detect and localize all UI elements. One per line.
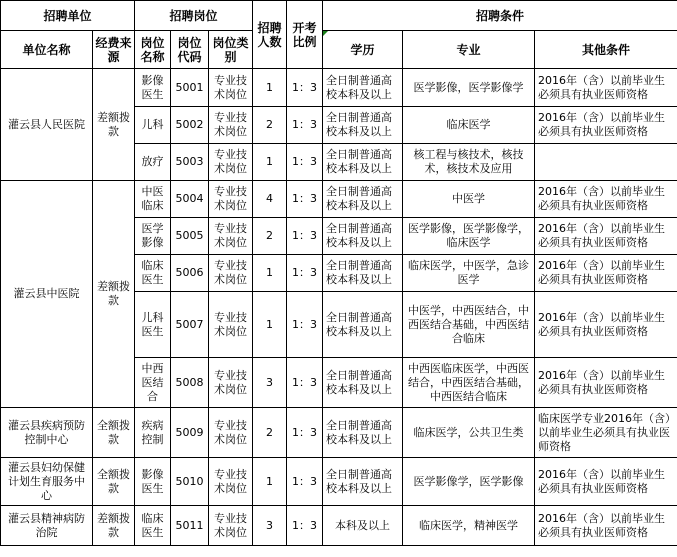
post-type: 专业技术岗位 bbox=[209, 358, 253, 408]
post-type: 专业技术岗位 bbox=[209, 107, 253, 144]
education: 全日制普通高校本科及以上 bbox=[323, 408, 403, 458]
post-code: 5009 bbox=[171, 408, 209, 458]
header-major: 专业 bbox=[403, 31, 535, 69]
hire-count: 1 bbox=[253, 255, 287, 292]
major: 中西医临床医学，中西医结合，中西医结合基础，中西医结合临床 bbox=[403, 358, 535, 408]
table-row bbox=[1, 69, 677, 107]
other-conditions bbox=[535, 144, 677, 181]
header-post-code: 岗位代码 bbox=[171, 31, 209, 69]
post-code: 5008 bbox=[171, 358, 209, 408]
post-code: 5004 bbox=[171, 181, 209, 218]
header-count: 招聘人数 bbox=[253, 1, 287, 69]
post-name: 医学影像 bbox=[135, 218, 171, 255]
post-code: 5003 bbox=[171, 144, 209, 181]
unit-name: 灌云县中医院 bbox=[1, 181, 93, 408]
hire-count: 3 bbox=[253, 358, 287, 408]
table-row bbox=[1, 506, 677, 546]
exam-ratio: 1：3 bbox=[287, 69, 323, 107]
fund-source: 差额拨款 bbox=[93, 181, 135, 408]
header-conditions-group: 招聘条件 bbox=[323, 1, 677, 31]
table-row bbox=[1, 458, 677, 506]
post-name: 疾病控制 bbox=[135, 408, 171, 458]
hire-count: 4 bbox=[253, 181, 287, 218]
education: 全日制普通高校本科及以上 bbox=[323, 181, 403, 218]
education: 全日制普通高校本科及以上 bbox=[323, 144, 403, 181]
hire-count: 1 bbox=[253, 144, 287, 181]
post-code: 5011 bbox=[171, 506, 209, 546]
major: 医学影像，医学影像学 bbox=[403, 69, 535, 107]
post-code: 5007 bbox=[171, 292, 209, 358]
major: 临床医学，中医学，急诊医学 bbox=[403, 255, 535, 292]
exam-ratio: 1：3 bbox=[287, 458, 323, 506]
major: 中医学，中西医结合，中西医结合基础，中西医结合临床 bbox=[403, 292, 535, 358]
other-conditions: 2016年（含）以前毕业生必须具有执业医师资格 bbox=[535, 358, 677, 408]
major: 核工程与核技术，核技术，核技术及应用 bbox=[403, 144, 535, 181]
hire-count: 1 bbox=[253, 458, 287, 506]
education: 全日制普通高校本科及以上 bbox=[323, 69, 403, 107]
hire-count: 3 bbox=[253, 506, 287, 546]
exam-ratio: 1：3 bbox=[287, 218, 323, 255]
header-fund-source: 经费来源 bbox=[93, 31, 135, 69]
major: 临床医学，公共卫生类 bbox=[403, 408, 535, 458]
exam-ratio: 1：3 bbox=[287, 506, 323, 546]
post-code: 5005 bbox=[171, 218, 209, 255]
other-conditions: 临床医学专业2016年（含）以前毕业生必须具有执业医师资格 bbox=[535, 408, 677, 458]
education: 全日制普通高校本科及以上 bbox=[323, 292, 403, 358]
other-conditions: 2016年（含）以前毕业生必须具有执业医师资格 bbox=[535, 255, 677, 292]
education: 全日制普通高校本科及以上 bbox=[323, 255, 403, 292]
exam-ratio: 1：3 bbox=[287, 358, 323, 408]
exam-ratio: 1：3 bbox=[287, 107, 323, 144]
header-education: 学历 bbox=[323, 31, 403, 69]
post-type: 专业技术岗位 bbox=[209, 255, 253, 292]
post-type: 专业技术岗位 bbox=[209, 408, 253, 458]
post-code: 5002 bbox=[171, 107, 209, 144]
post-name: 儿科医生 bbox=[135, 292, 171, 358]
hire-count: 2 bbox=[253, 408, 287, 458]
major: 中医学 bbox=[403, 181, 535, 218]
education: 全日制普通高校本科及以上 bbox=[323, 358, 403, 408]
exam-ratio: 1：3 bbox=[287, 292, 323, 358]
hire-count: 2 bbox=[253, 218, 287, 255]
post-code: 5001 bbox=[171, 69, 209, 107]
header-ratio: 开考比例 bbox=[287, 1, 323, 69]
table-row bbox=[1, 408, 677, 458]
major: 临床医学，精神医学 bbox=[403, 506, 535, 546]
hire-count: 2 bbox=[253, 107, 287, 144]
education: 全日制普通高校本科及以上 bbox=[323, 458, 403, 506]
post-name: 儿科 bbox=[135, 107, 171, 144]
major: 医学影像，医学影像学，临床医学 bbox=[403, 218, 535, 255]
other-conditions: 2016年（含）以前毕业生必须具有执业医师资格 bbox=[535, 107, 677, 144]
major: 临床医学 bbox=[403, 107, 535, 144]
post-type: 专业技术岗位 bbox=[209, 218, 253, 255]
table-row bbox=[1, 181, 677, 218]
fund-source: 差额拨款 bbox=[93, 506, 135, 546]
post-type: 专业技术岗位 bbox=[209, 181, 253, 218]
post-name: 中医临床 bbox=[135, 181, 171, 218]
other-conditions: 2016年（含）以前毕业生必须具有执业医师资格 bbox=[535, 181, 677, 218]
other-conditions: 2016年（含）以前毕业生必须具有执业医师资格 bbox=[535, 69, 677, 107]
header-post-group: 招聘岗位 bbox=[135, 1, 253, 31]
exam-ratio: 1：3 bbox=[287, 408, 323, 458]
post-name: 影像医生 bbox=[135, 458, 171, 506]
exam-ratio: 1：3 bbox=[287, 181, 323, 218]
other-conditions: 2016年（含）以前毕业生必须具有执业医师资格 bbox=[535, 458, 677, 506]
post-name: 放疗 bbox=[135, 144, 171, 181]
post-type: 专业技术岗位 bbox=[209, 458, 253, 506]
other-conditions: 2016年（含）以前毕业生必须具有执业医师资格 bbox=[535, 506, 677, 546]
post-code: 5006 bbox=[171, 255, 209, 292]
post-type: 专业技术岗位 bbox=[209, 144, 253, 181]
post-type: 专业技术岗位 bbox=[209, 292, 253, 358]
post-type: 专业技术岗位 bbox=[209, 506, 253, 546]
unit-name: 灌云县人民医院 bbox=[1, 69, 93, 181]
header-unit-group: 招聘单位 bbox=[1, 1, 135, 31]
major: 医学影像学，医学影像 bbox=[403, 458, 535, 506]
post-name: 中西医结合 bbox=[135, 358, 171, 408]
education: 全日制普通高校本科及以上 bbox=[323, 218, 403, 255]
post-type: 专业技术岗位 bbox=[209, 69, 253, 107]
post-name: 临床医生 bbox=[135, 255, 171, 292]
header-post-name: 岗位名称 bbox=[135, 31, 171, 69]
other-conditions: 2016年（含）以前毕业生必须具有执业医师资格 bbox=[535, 292, 677, 358]
post-name: 影像医生 bbox=[135, 69, 171, 107]
other-conditions: 2016年（含）以前毕业生必须具有执业医师资格 bbox=[535, 218, 677, 255]
exam-ratio: 1：3 bbox=[287, 255, 323, 292]
unit-name: 灌云县疾病预防控制中心 bbox=[1, 408, 93, 458]
fund-source: 全额拨款 bbox=[93, 408, 135, 458]
exam-ratio: 1：3 bbox=[287, 144, 323, 181]
post-name: 临床医生 bbox=[135, 506, 171, 546]
header-other-conditions: 其他条件 bbox=[535, 31, 677, 69]
hire-count: 1 bbox=[253, 69, 287, 107]
unit-name: 灌云县精神病防治院 bbox=[1, 506, 93, 546]
education: 全日制普通高校本科及以上 bbox=[323, 107, 403, 144]
post-code: 5010 bbox=[171, 458, 209, 506]
fund-source: 全额拨款 bbox=[93, 458, 135, 506]
header-unit-name: 单位名称 bbox=[1, 31, 93, 69]
unit-name: 灌云县妇幼保健计划生育服务中心 bbox=[1, 458, 93, 506]
hire-count: 1 bbox=[253, 292, 287, 358]
header-post-type: 岗位类别 bbox=[209, 31, 253, 69]
fund-source: 差额拨款 bbox=[93, 69, 135, 181]
education: 本科及以上 bbox=[323, 506, 403, 546]
